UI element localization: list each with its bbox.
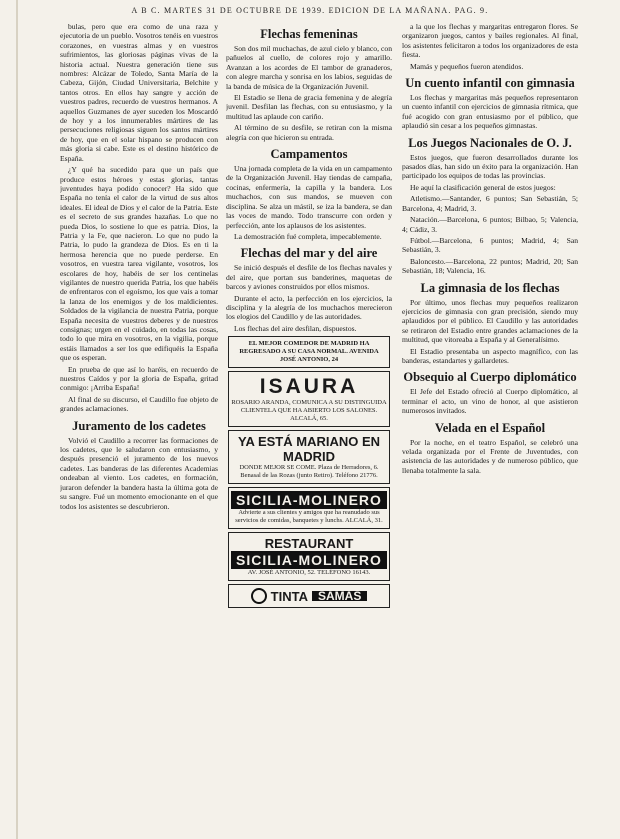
ad-isaura	[228, 371, 390, 427]
paragraph: Fútbol.—Barcelona, 6 puntos; Madrid, 4; San Sebastián, 3.	[402, 235, 578, 255]
column-1	[60, 22, 218, 829]
section-heading: Flechas femeninas	[260, 27, 358, 41]
paragraph: Una jornada completa de la vida en un campamento de la Organización Juvenil. Hay tiendas de campaña, cocinas, enfermería, la capilla y la bandera. Los muchachos, con sus mandos, se mueven con disciplina. Se alza un mástil, se iza la bandera, se dan las voces de mando. Todo transcurre con orden y perfección, ante los aplausos de los asistentes.	[226, 164, 392, 230]
paragraph: Natación.—Barcelona, 6 puntos; Bilbao, 5; Valencia, 4; Cádiz, 3.	[402, 215, 578, 234]
ad-title: RESTAURANT	[264, 536, 354, 552]
section-heading: Velada en el Español	[434, 420, 546, 435]
ad-restaurant	[228, 532, 390, 581]
section-heading: Un cuento infantil con gimnasia	[405, 76, 575, 91]
ad-title: SICILIA-MOLINERO	[231, 491, 387, 509]
paragraph: Mamás y pequeños fueron atendidos.	[410, 61, 524, 71]
paragraph: Volvió el Caudillo a recorrer las formaciones de los cadetes, que le saludaron con entusiasmo, y después presenció el juramento de los nuevos cadetes. Las banderas de las diferentes Academias ondeaban al viento. Los cadetes, en formación, juraron defender la bandera hasta la última gota de su sangre. Fué un momento emocionante en el que todos los asistentes se descubrieron.	[60, 435, 218, 511]
ad-title: YA ESTÁ MARIANO EN MADRID	[237, 434, 381, 465]
paragraph: El Estadio se llena de gracia femenina y de alegría juvenil. Desfilan las flechas, con su entusiasmo, y la multitud las aplaude con cariño.	[226, 93, 392, 121]
paragraph: En prueba de que así lo haréis, en recuerdo de nuestros Caídos y por la gloria de España, gritad conmigo: ¡Arriba España!	[60, 364, 218, 393]
section-heading: Campamentos	[270, 147, 348, 162]
paragraph: Por último, unos flechas muy pequeños realizaron ejercicios de gimnasia con gran precisión, siendo muy aplaudidos por el público. El Caudillo y las autoridades se retiraron del Estadio entre grandes aclamaciones de la multitud, que vitoreaba a España y al Generalísimo.	[402, 297, 578, 345]
section-heading: La gimnasia de los flechas	[420, 280, 560, 295]
ad-mariano	[228, 430, 390, 484]
paragraph: Se inició después el desfile de los flechas navales y del aire, que portan sus banderines, maquetas de barcos y aviones construidos por ellos mismos.	[226, 263, 392, 292]
ad-text: AV. JOSÉ ANTONIO, 52. TELÉFONO 16143.	[247, 569, 371, 577]
page-header: A B C. MARTES 31 DE OCTUBRE DE 1939. EDICION DE LA MAÑANA. PAG. 9.	[131, 6, 489, 15]
paragraph: Al término de su desfile, se retiran con la misma alegría con que hicieron su entrada.	[226, 123, 392, 142]
section-heading: Flechas del mar y del aire	[240, 246, 378, 261]
ad-brand: SAMAS	[312, 591, 367, 601]
ad-label: TINTA	[270, 588, 308, 604]
paragraph: Atletismo.—Santander, 6 puntos; San Sebastián, 5; Barcelona, 4; Madrid, 3.	[402, 194, 578, 213]
paragraph: a la que los flechas y margaritas entregaron flores. Se organizaron juegos, cantos y bailes regionales. Al final, los asistentes felicitaron a todos los organizadores de esta fiesta.	[402, 22, 578, 60]
paragraph: El Estadio presentaba un aspecto magnífico, con las banderas, estandartes y gallardetes.	[402, 346, 578, 365]
section-heading: Juramento de los cadetes	[72, 418, 206, 433]
column-2	[226, 22, 392, 829]
paragraph: He aquí la clasificación general de estos juegos:	[410, 182, 556, 192]
paragraph: La demostración fué completa, impecablemente.	[234, 231, 382, 241]
paragraph: El Jefe del Estado ofreció al Cuerpo diplomático, al terminar el acto, un vino de honor, al que asistieron numerosos invitados.	[402, 387, 578, 416]
samas-logo-icon	[251, 588, 267, 604]
paragraph: Estos juegos, que fueron desarrollados durante los pasados días, han sido un éxito para la organización. Han participado los equipos de todas las provincias.	[402, 152, 578, 181]
section-heading: Obsequio al Cuerpo diplomático	[403, 370, 577, 385]
page-fold	[16, 0, 18, 839]
paragraph: Baloncesto.—Barcelona, 22 puntos; Madrid, 20; San Sebastián, 18; Valencia, 16.	[402, 256, 578, 276]
ad-text: Advierte a sus clientes y amigos que ha reanudado sus servicios de comidas, banquetes y lunchs. ALCALÁ, 31.	[235, 509, 383, 525]
paragraph: Los flechas y margaritas más pequeños representaron un cuento infantil con ejercicios de gimnasia rítmica, que fué acogido con gran entusiasmo por el público, que aplaudió sin cesar a los pequeños gimnastas.	[402, 93, 578, 131]
ad-text: ROSARIO ARANDA, COMUNICA A SU DISTINGUIDA CLIENTELA QUE HA ABIERTO LOS SALONES. ALCALÁ, 65.	[231, 399, 387, 423]
ad-sicilia-molinero	[228, 487, 390, 529]
paragraph: Los flechas del aire desfilan, dispuestos.	[234, 323, 357, 333]
paragraph: bulas, pero que era como de una raza y ejecutoria de un pueblo. Vosotros tenéis en vuestros corazones, en vuestras almas y en vuestros sufrimientos, las gloriosas páginas vivas de la historia actual. Nuestra generación tiene sus nombres: Alcázar de Toledo, Santa María de la Cabeza, Gijón, Ciudad Universitaria, Belchite y tantos otros. En ellos hay sangre y acción de vuestros padres, recuerdo de vuestros hermanos. A aquellos Guzmanes de ayer suceden los Moscardó de hoy y a los innumerables mártires de las persecuciones religiosas siguen los santos mártires de hoy, que en el solar hispano se producen con más gloria si cabe. Este es el destino histórico de España.	[60, 22, 218, 163]
ad-title: SICILIA-MOLINERO	[231, 551, 387, 569]
ad-title: ISAURA	[259, 375, 359, 399]
ad-comedor	[228, 336, 390, 368]
paragraph: Al final de su discurso, el Caudillo fue objeto de grandes aclamaciones.	[60, 394, 218, 414]
ad-text: DONDE MEJOR SE COME. Plaza de Herradores, 6. Benasal de las Rozas (junto Retiro). Teléfono 21776.	[239, 464, 379, 480]
paragraph: Son dos mil muchachas, de azul cielo y blanco, con pañuelos al cuello, de colores rojo y amarillo. Avanzan a los acordes de El tambor de granaderos, con alegre marcha y sonrisa en los labios, seguidas de la banda de música de la Organización Juvenil.	[226, 44, 392, 91]
paragraph: Por la noche, en el teatro Español, se celebró una velada organizada por el Frente de Juventudes, con asistencia de las autoridades y de numeroso público, que llenaba totalmente la sala.	[402, 437, 578, 475]
paragraph: ¿Y qué ha sucedido para que un país que produce estos héroes y estas glorias, tantas juventudes haya podido conocer? Ha sido que España no tenía el calor de la virtud de sus altos ideales. El ideal de Dios y el calor de la Patria. Este es el secreto de sus grandes hazañas. Lo que no pueda Dios, lo sostiene lo que es patria. Dios, la Patria y la Fe, que nacieron. Lo que no pudo la Patria, lo pudo la grandeza de Dios. Es en ti la hermosa herencia que no puede perderse. En vosotros, en vuestra tarea vigilante, vosotros, los escolares de hoy, habéis de ser los centinelas vigilantes de nuestro querida Patria, los que habéis de enfrentaros con el egoísmo, los que vais a tomar la lanza de los enemigos y de los maldicientes. Soldados de la vigilancia de nuestra Patria, porque España necesita de vuestros deberes y de nuestros consignas; urgen en el cuidado, en todas las cosas, todo lo que mira en vosotros, en la vigilia, porque estáis llamados a ser los que edifiquéis la España que os esperan.	[60, 165, 218, 363]
section-heading: Los Juegos Nacionales de O. J.	[408, 135, 572, 150]
ad-tinta-samas	[228, 584, 390, 608]
ad-text: EL MEJOR COMEDOR DE MADRID HA REGRESADO A SU CASA NORMAL. AVENIDA JOSÉ ANTONIO, 24	[239, 340, 379, 364]
paragraph: Durante el acto, la perfección en los ejercicios, la disciplina y la alegría de los muchachos merecieron los elogios del Caudillo y de las autoridades.	[226, 293, 392, 322]
column-3	[402, 22, 578, 829]
